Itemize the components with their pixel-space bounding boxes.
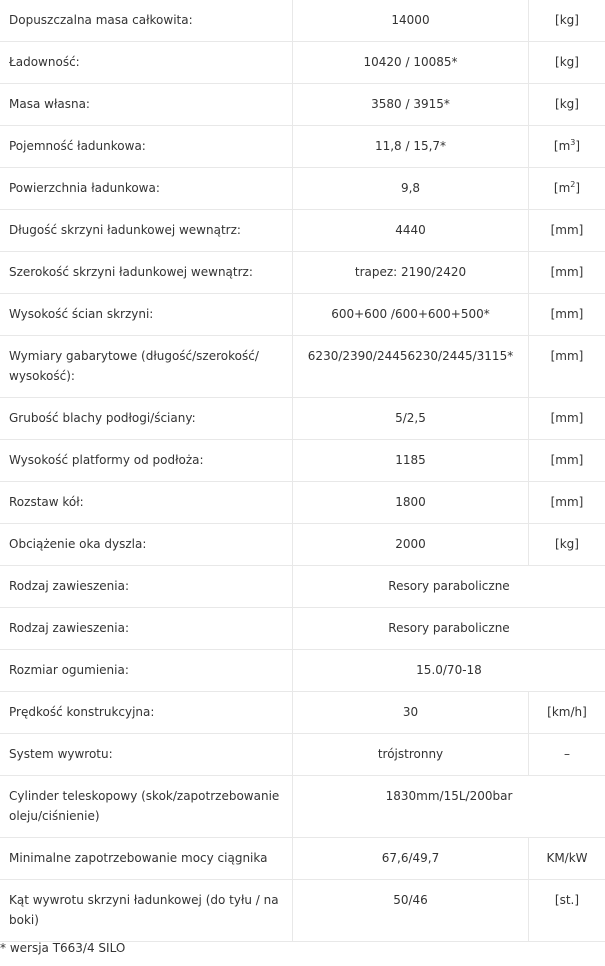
row-label: Powierzchnia ładunkowa: [0,168,293,210]
row-label: Rozmiar ogumienia: [0,650,293,692]
unit-base: [m [553,181,571,195]
table-row [0,0,605,42]
row-unit: KM/kW [529,838,605,880]
row-label: Cylinder teleskopowy (skok/zapotrzebowanie oleju/ciśnienie) [0,776,293,838]
row-value: 1830mm/15L/200bar [293,776,605,838]
row-value: Resory paraboliczne [293,608,605,650]
unit-superscript: 3 [570,138,576,147]
table-row [0,210,605,252]
table-row [0,84,605,126]
row-value: Resory paraboliczne [293,566,605,608]
unit-superscript: 2 [570,180,576,189]
row-label: Minimalne zapotrzebowanie mocy ciągnika [0,838,293,880]
row-value: 10420 / 10085* [293,42,529,84]
row-label: Dopuszczalna masa całkowita: [0,0,293,42]
table-row [0,168,605,210]
row-label: Rozstaw kół: [0,482,293,524]
row-unit: [mm] [529,440,605,482]
table-row [0,126,605,168]
table-row [0,838,605,880]
unit-end: ] [575,181,581,195]
table-row [0,42,605,84]
table-row [0,336,605,398]
row-label: Ładowność: [0,42,293,84]
row-label: Wysokość platformy od podłoża: [0,440,293,482]
table-row [0,734,605,776]
table-row [0,252,605,294]
row-label: Długość skrzyni ładunkowej wewnątrz: [0,210,293,252]
table-row [0,294,605,336]
table-row [0,692,605,734]
row-unit [529,126,605,168]
table-row [0,566,605,608]
row-value: trapez: 2190/2420 [293,252,529,294]
row-value: 1185 [293,440,529,482]
row-value: 11,8 / 15,7* [293,126,529,168]
row-value: trójstronny [293,734,529,776]
row-unit: [mm] [529,210,605,252]
table-row [0,524,605,566]
row-label: Pojemność ładunkowa: [0,126,293,168]
table-row [0,482,605,524]
row-value: 50/46 [293,880,529,942]
row-label: Rodzaj zawieszenia: [0,566,293,608]
row-unit: [kg] [529,84,605,126]
unit-base: [m [553,139,571,153]
table-row [0,398,605,440]
footnote: * wersja T663/4 SILO [0,941,126,955]
row-unit: [mm] [529,398,605,440]
row-value: 600+600 /600+600+500* [293,294,529,336]
row-unit: [mm] [529,294,605,336]
row-value: 4440 [293,210,529,252]
table-row [0,880,605,942]
row-unit: [kg] [529,42,605,84]
row-unit: [km/h] [529,692,605,734]
row-unit: [mm] [529,336,605,398]
row-value: 3580 / 3915* [293,84,529,126]
row-label: Kąt wywrotu skrzyni ładunkowej (do tyłu / na boki) [0,880,293,942]
row-value: 5/2,5 [293,398,529,440]
row-label: Grubość blachy podłogi/ściany: [0,398,293,440]
row-value: 9,8 [293,168,529,210]
row-value: 2000 [293,524,529,566]
row-label: Szerokość skrzyni ładunkowej wewnątrz: [0,252,293,294]
row-label: Masa własna: [0,84,293,126]
table-row [0,776,605,838]
row-value: 30 [293,692,529,734]
row-value: 1800 [293,482,529,524]
row-label: Rodzaj zawieszenia: [0,608,293,650]
table-row [0,650,605,692]
row-unit: [mm] [529,482,605,524]
row-label: Wysokość ścian skrzyni: [0,294,293,336]
row-unit: [kg] [529,0,605,42]
row-label: System wywrotu: [0,734,293,776]
table-row [0,440,605,482]
row-unit: – [529,734,605,776]
row-value: 6230/2390/24456230/2445/3115* [293,336,529,398]
row-value: 67,6/49,7 [293,838,529,880]
row-unit: [st.] [529,880,605,942]
row-value: 14000 [293,0,529,42]
row-label: Obciążenie oka dyszla: [0,524,293,566]
row-label: Prędkość konstrukcyjna: [0,692,293,734]
row-value: 15.0/70-18 [293,650,605,692]
row-unit [529,168,605,210]
unit-end: ] [575,139,581,153]
row-unit: [mm] [529,252,605,294]
row-label: Wymiary gabarytowe (długość/szerokość/ wysokość): [0,336,293,398]
row-unit: [kg] [529,524,605,566]
table-row [0,608,605,650]
